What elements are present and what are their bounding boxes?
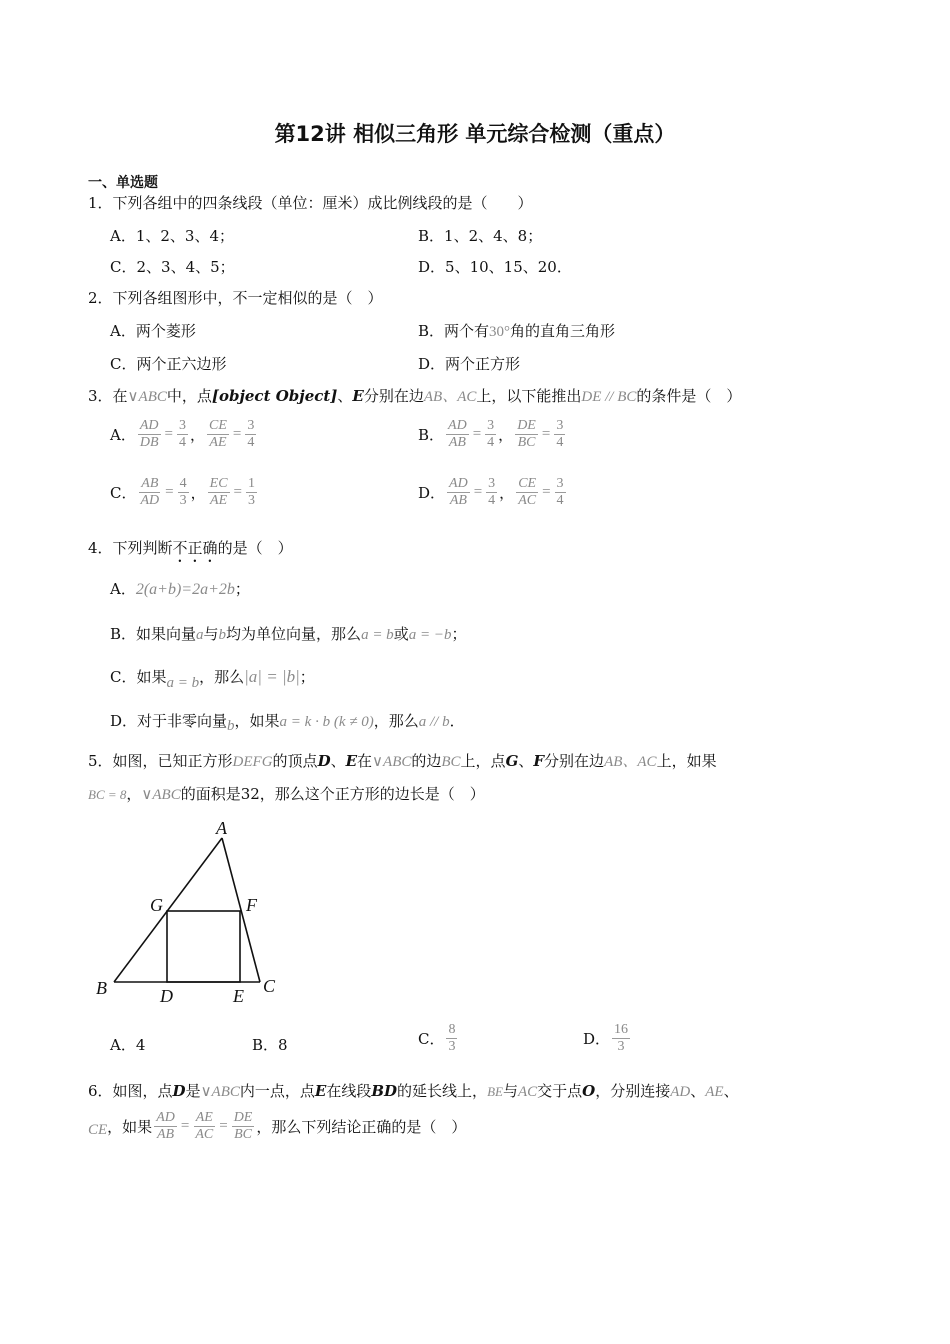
- q4-option-b: B．如果向量a与b均为单位向量，那么a = b或a = −b；: [110, 625, 467, 643]
- q5-stem-line1: 5．如图，已知正方形DEFG的顶点D、E在∨ABC的边BC上，点G、F分别在边AB、AC上，如果: [88, 752, 717, 770]
- label-g: G: [150, 895, 163, 915]
- q5-stem-line2: BC = 8，∨ABC的面积是32，那么这个正方形的边长是（ ）: [88, 785, 485, 803]
- label-a: A: [216, 818, 227, 838]
- q2-option-b: B．两个有30°角的直角三角形: [418, 322, 616, 340]
- q2-option-d: D．两个正方形: [418, 355, 521, 373]
- q1-option-a: A．1、2、3、4；: [110, 227, 235, 245]
- q5-option-a: A．4: [110, 1036, 146, 1054]
- q3-option-c: C． $\frac{AB}{AD}$ = $\frac{4}{3}$ ， $\frac{EC}{AE}$ = $\frac{1}{3}$: [110, 476, 255, 509]
- label-b: B: [96, 978, 107, 998]
- q1-stem: 1．下列各组中的四条线段（单位：厘米）成比例线段的是（ ）: [88, 194, 533, 212]
- q2-option-a: A．两个菱形: [110, 322, 196, 340]
- q3-stem: 3．在∨ABC中，点[object Object]、E分别在边AB、AC上，以下能推出DE // BC的条件是（ ）: [88, 387, 742, 405]
- q1-option-b: B．1、2、4、8；: [418, 227, 543, 245]
- q1-option-c: C．2、3、4、5；: [110, 258, 235, 276]
- label-e: E: [233, 986, 244, 1006]
- label-c: C: [263, 976, 276, 996]
- section-heading: 一、单选题: [88, 175, 158, 191]
- q2-option-c: C．两个正六边形: [110, 355, 227, 373]
- q4-stem: 4．下列判断不正确的是（ ）: [88, 539, 293, 557]
- q6-stem-line1: 6．如图，点D是∨ABC内一点，点E在线段BD的延长线上，BE与AC交于点O，分别连接AD、AE、: [88, 1082, 739, 1100]
- q3-option-b: B． $\frac{AD}{AB}$ = $\frac{3}{4}$ ， $\frac{DE}{BC}$ = $\frac{3}{4}$: [418, 418, 564, 451]
- q3-option-a: A． $\frac{AD}{DB}$ = $\frac{3}{4}$ ， $\frac{CE}{AE}$ = $\frac{3}{4}$: [110, 418, 255, 451]
- q2-stem: 2．下列各组图形中，不一定相似的是（ ）: [88, 289, 383, 307]
- label-f: F: [246, 895, 257, 915]
- square-defg: [167, 911, 240, 982]
- q6-stem-line2: CE，如果 $\frac{AD}{AB}$ = $\frac{AE}{AC}$ = $\frac{DE}{BC}$ ，那么下列结论正确的是（ ）: [88, 1110, 467, 1143]
- q5-option-d: D． $\frac{16}{3}$: [583, 1022, 629, 1055]
- q5-option-b: B．8: [252, 1036, 288, 1054]
- q4-option-c: C．如果a = b，那么|a| = |b|；: [110, 667, 315, 691]
- q5-option-c: C． $\frac{8}{3}$: [418, 1022, 456, 1055]
- label-d: D: [160, 986, 173, 1006]
- q4-option-a: A．2(a+b)=2a+2b；: [110, 580, 250, 598]
- q1-option-d: D．5、10、15、20．: [418, 258, 572, 276]
- q3-option-d: D． $\frac{AD}{AB}$ = $\frac{3}{4}$ ， $\frac{CE}{AC}$ = $\frac{3}{4}$: [418, 476, 564, 509]
- q4-option-d: D．对于非零向量b，如果a = k · b (k ≠ 0)，那么a // b．: [110, 712, 465, 734]
- q5-triangle-figure: [90, 818, 290, 1008]
- side-ab: [114, 838, 222, 982]
- page-title: 第12讲 相似三角形 单元综合检测（重点）: [274, 122, 676, 146]
